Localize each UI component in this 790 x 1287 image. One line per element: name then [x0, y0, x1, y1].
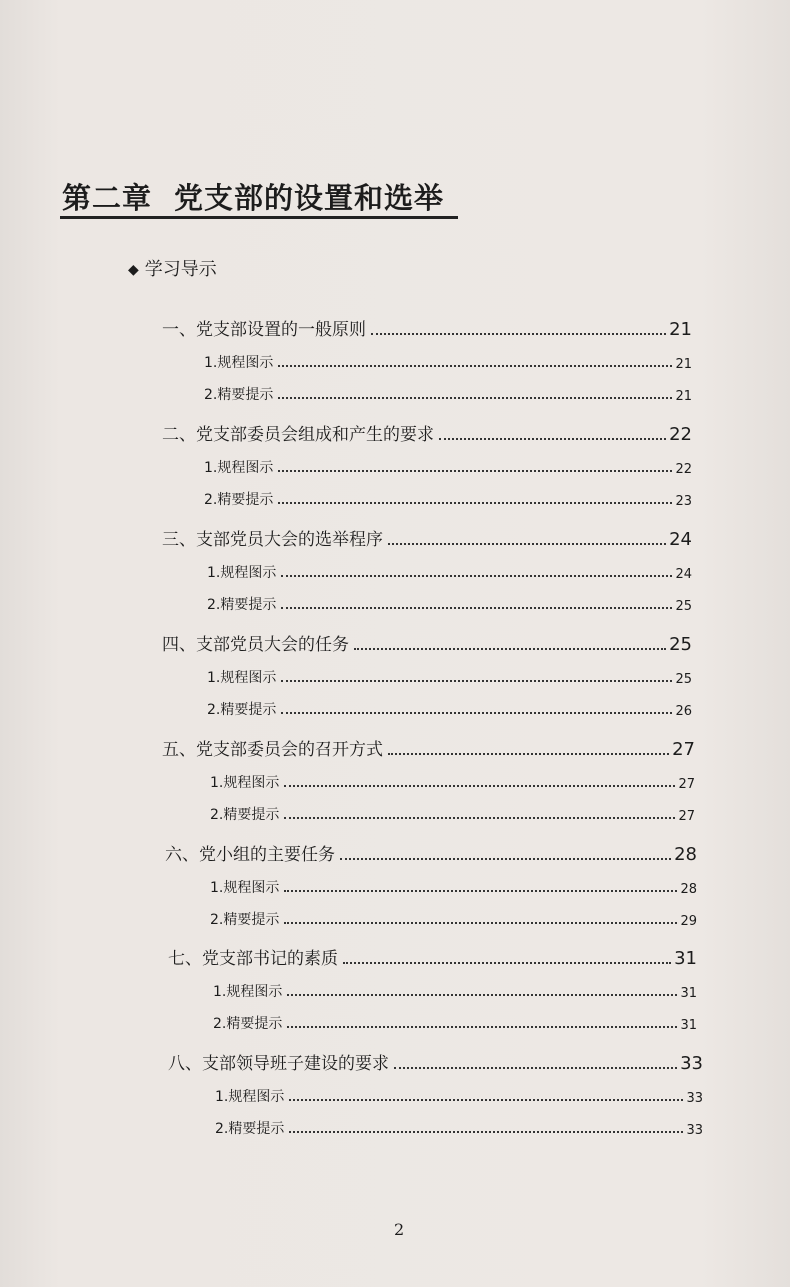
toc-subitem-page: 31 — [680, 1018, 697, 1033]
toc-subitem-row — [215, 1118, 703, 1138]
toc-section-row — [165, 841, 697, 865]
toc-subitem-row — [210, 804, 695, 824]
toc-section-page: 21 — [669, 319, 692, 340]
dot-leader — [284, 816, 675, 819]
toc-subitem-page: 33 — [686, 1091, 703, 1106]
dot-leader — [281, 606, 672, 609]
toc-subitem-row — [207, 699, 692, 719]
dot-leader — [281, 711, 672, 714]
dot-leader — [278, 396, 672, 399]
dot-leader — [281, 574, 672, 577]
toc-subitem-row — [213, 1013, 697, 1033]
toc-section-title: 八、支部领导班子建设的要求 — [168, 1054, 389, 1074]
study-guide-label: 学习导示 — [144, 259, 217, 280]
dot-leader — [388, 542, 666, 545]
chapter-heading — [62, 176, 444, 217]
dot-leader — [354, 647, 666, 650]
toc-subitem-row — [204, 384, 692, 404]
toc-subitem-page: 21 — [675, 389, 692, 404]
toc-section-page: 24 — [669, 529, 692, 550]
dot-leader — [371, 332, 666, 335]
dot-leader — [287, 993, 677, 996]
study-guide-heading — [128, 255, 217, 281]
toc-subitem-page: 26 — [675, 704, 692, 719]
toc-section-title: 七、党支部书记的素质 — [168, 949, 338, 969]
toc-section-title: 五、党支部委员会的召开方式 — [162, 740, 383, 760]
toc-subitem-label: 2.精要提示 — [207, 597, 277, 613]
toc-subitem-row — [210, 877, 697, 897]
toc-subitem-page: 33 — [686, 1123, 703, 1138]
toc-section-title: 二、党支部委员会组成和产生的要求 — [162, 425, 434, 445]
toc-subitem-page: 25 — [675, 672, 692, 687]
toc-subitem-label: 1.规程图示 — [213, 984, 283, 1000]
toc-subitem-page: 28 — [680, 882, 697, 897]
toc-section-row — [168, 1050, 703, 1074]
toc-section-title: 三、支部党员大会的选举程序 — [162, 530, 383, 550]
toc-subitem-row — [207, 562, 692, 582]
toc-subitem-label: 1.规程图示 — [210, 880, 280, 896]
toc-subitem-label: 2.精要提示 — [207, 702, 277, 718]
toc-subitem-label: 1.规程图示 — [207, 670, 277, 686]
toc-section-page: 31 — [674, 948, 697, 969]
dot-leader — [343, 961, 671, 964]
toc-subitem-page: 23 — [675, 494, 692, 509]
diamond-bullet-icon: ◆ — [128, 262, 139, 278]
toc-subitem-label: 2.精要提示 — [204, 492, 274, 508]
toc-section-page: 33 — [680, 1053, 703, 1074]
dot-leader — [289, 1098, 683, 1101]
toc-subitem-label: 2.精要提示 — [215, 1121, 285, 1137]
toc-subitem-label: 1.规程图示 — [210, 775, 280, 791]
chapter-number: 第二章 — [62, 181, 153, 215]
toc-subitem-label: 1.规程图示 — [204, 355, 274, 371]
dot-leader — [284, 784, 675, 787]
dot-leader — [287, 1025, 677, 1028]
toc-section-row — [162, 631, 692, 655]
toc-subitem-row — [204, 352, 692, 372]
toc-section-row — [162, 421, 692, 445]
toc-section-row — [162, 526, 692, 550]
toc-section-page: 27 — [672, 739, 695, 760]
toc-subitem-row — [215, 1086, 703, 1106]
toc-section-page: 22 — [669, 424, 692, 445]
toc-subitem-label: 2.精要提示 — [210, 807, 280, 823]
dot-leader — [281, 679, 672, 682]
toc-subitem-page: 27 — [678, 777, 695, 792]
toc-section-page: 25 — [669, 634, 692, 655]
toc-subitem-label: 1.规程图示 — [207, 565, 277, 581]
dot-leader — [289, 1130, 683, 1133]
toc-subitem-label: 2.精要提示 — [210, 912, 280, 928]
toc-subitem-page: 31 — [680, 986, 697, 1001]
toc-section-title: 一、党支部设置的一般原则 — [162, 320, 366, 340]
toc-section-row — [162, 316, 692, 340]
dot-leader — [278, 469, 672, 472]
toc-subitem-row — [204, 457, 692, 477]
dot-leader — [278, 364, 672, 367]
toc-subitem-row — [204, 489, 692, 509]
page-number: 2 — [394, 1220, 405, 1239]
toc-subitem-page: 25 — [675, 599, 692, 614]
chapter-underline — [60, 216, 458, 219]
toc-section-title: 六、党小组的主要任务 — [165, 845, 335, 865]
toc-section-row — [162, 736, 695, 760]
toc-section-page: 28 — [674, 844, 697, 865]
dot-leader — [284, 889, 677, 892]
toc-subitem-page: 29 — [680, 914, 697, 929]
dot-leader — [278, 501, 672, 504]
toc-subitem-row — [210, 772, 695, 792]
toc-subitem-label: 1.规程图示 — [215, 1089, 285, 1105]
toc-section-title: 四、支部党员大会的任务 — [162, 635, 349, 655]
dot-leader — [394, 1066, 677, 1069]
toc-subitem-label: 1.规程图示 — [204, 460, 274, 476]
toc-subitem-page: 22 — [675, 462, 692, 477]
dot-leader — [388, 752, 669, 755]
chapter-title: 党支部的设置和选举 — [174, 181, 445, 215]
toc-subitem-page: 24 — [675, 567, 692, 582]
toc-subitem-row — [210, 909, 697, 929]
toc-subitem-row — [207, 667, 692, 687]
toc-subitem-page: 27 — [678, 809, 695, 824]
toc-subitem-page: 21 — [675, 357, 692, 372]
dot-leader — [439, 437, 666, 440]
dot-leader — [284, 921, 677, 924]
toc-subitem-row — [213, 981, 697, 1001]
dot-leader — [340, 857, 671, 860]
toc-subitem-label: 2.精要提示 — [213, 1016, 283, 1032]
toc-subitem-row — [207, 594, 692, 614]
toc-section-row — [168, 945, 697, 969]
toc-subitem-label: 2.精要提示 — [204, 387, 274, 403]
